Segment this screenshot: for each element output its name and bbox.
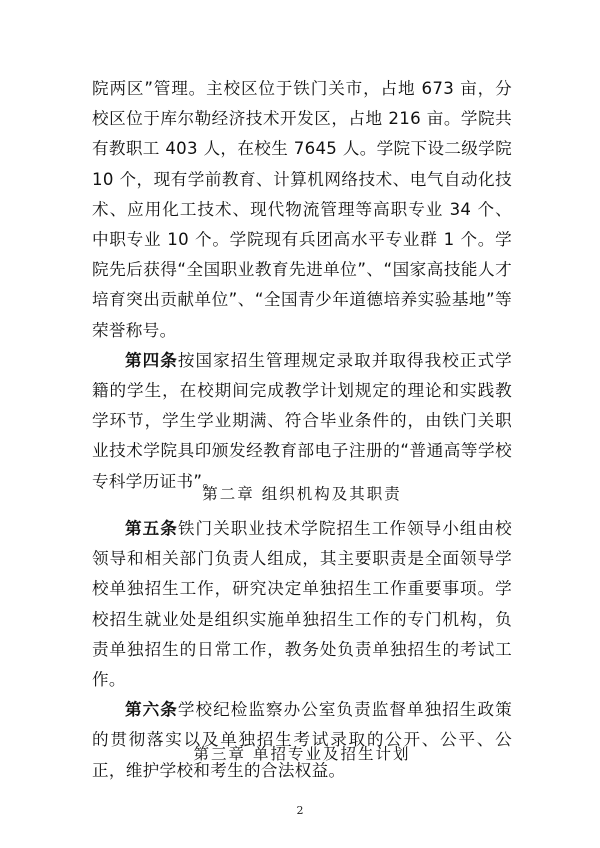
article-4-text: 按国家招生管理规定录取并取得我校正式学籍的学生，在校期间完成教学计划规定的理论和实践教学环节，学生学业期满、符合毕业条件的，由铁门关职业技术学院具印颁发经教育部电子注册的“普通高等学校专科学历证书”。 <box>92 350 512 491</box>
article-6-text: 学校纪检监察办公室负责监督单独招生政策的贯彻落实以及单独招生考试录取的公开、公平、公正，维护学校和考生的合法权益。 <box>92 700 512 780</box>
article-4-label: 第四条 <box>125 350 178 370</box>
article-6-label: 第六条 <box>125 700 178 720</box>
article-5 <box>92 514 512 695</box>
article-5-label: 第五条 <box>125 519 178 538</box>
chapter-2-heading: 第二章 组织机构及其职责 <box>202 485 402 503</box>
article-4 <box>92 346 512 497</box>
paragraph-continuation: 院两区”管理。主校区位于铁门关市，占地 673 亩，分校区位于库尔勒经济技术开发区，占地 216 亩。学院共有教职工 403 人，在校生 7645 人。学院下设二级学院 10 个，现有学前教育、计算机网络技术、电气自动化技术、应用化工技术、现代物流管理等高职专业 34 个、中职专业 10 个。学院现有兵团高水平专业群 1 个。学院先后获得“全国职业教育先进单位”、“国家高技能人才培育突出贡献单位”、“全国青少年道德培养实验基地”等荣誉称号。 <box>92 79 512 340</box>
article-5-text: 铁门关职业技术学院招生工作领导小组由校领导和相关部门负责人组成，其主要职责是全面领导学校单独招生工作，研究决定单独招生工作重要事项。学校招生就业处是组织实施单独招生工作的专门机构，负责单独招生的日常工作，教务处负责单独招生的考试工作。 <box>92 519 512 690</box>
page-number: 2 <box>296 804 304 817</box>
text-block-1 <box>92 74 512 497</box>
chapter-3-heading: 第三章 单招专业及招生计划 <box>193 745 411 763</box>
article-6 <box>92 695 512 786</box>
